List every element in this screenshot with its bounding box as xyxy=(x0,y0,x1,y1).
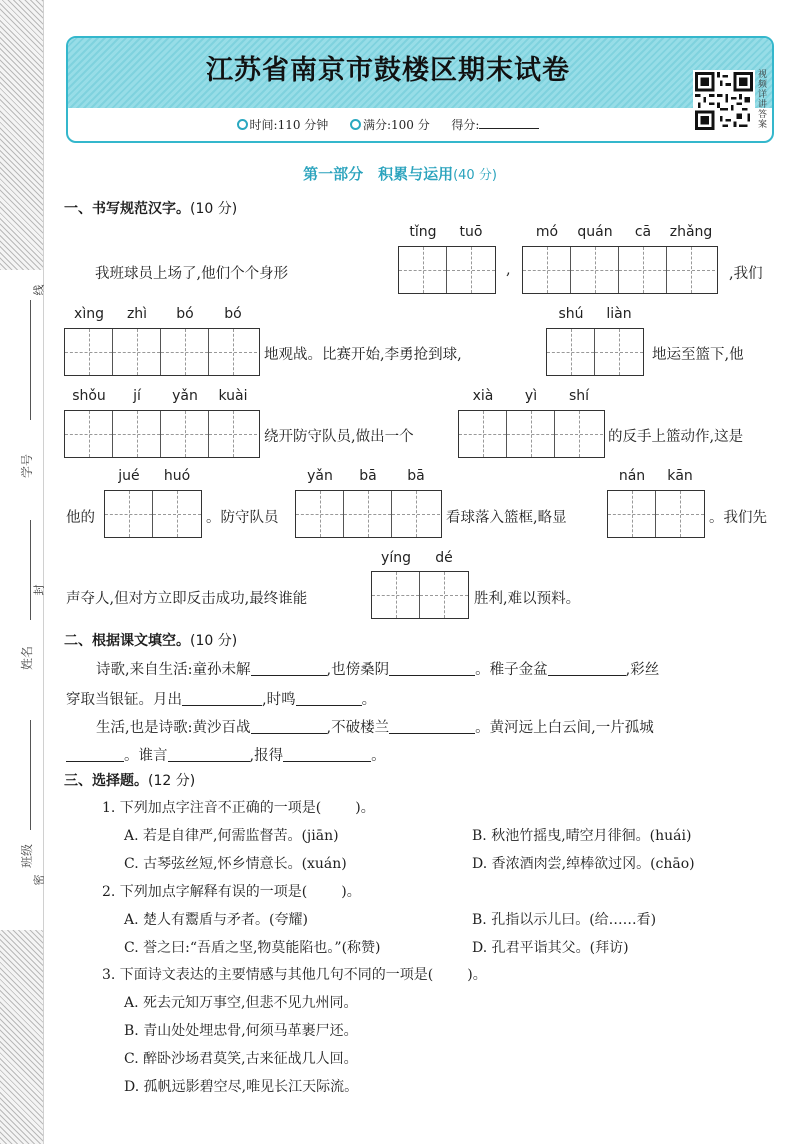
q2-text: 。谁言 xyxy=(124,748,168,764)
full-score: 满分:100 分 xyxy=(362,118,430,132)
pinyin: tǐng xyxy=(409,224,437,240)
cut-mark-seal: 封 xyxy=(32,584,46,596)
mc-stem-end: )。 xyxy=(355,800,375,816)
pinyin: yíng xyxy=(381,550,411,566)
pinyin: bā xyxy=(359,468,377,484)
pinyin: zhì xyxy=(126,306,148,322)
q1-text: , xyxy=(506,262,511,278)
pinyin: jí xyxy=(133,388,141,404)
q1-text: ,我们 xyxy=(729,266,763,282)
writing-grid-juehuo[interactable] xyxy=(104,490,202,538)
q1-text: 他的 xyxy=(66,510,95,526)
writing-grid-tingtuo[interactable] xyxy=(398,246,496,294)
pinyin: jué xyxy=(118,468,140,484)
pinyin: shí xyxy=(568,388,590,404)
score-blank[interactable] xyxy=(479,119,539,129)
pinyin: shǒu xyxy=(72,388,106,404)
exam-info xyxy=(68,116,708,133)
pinyin: yì xyxy=(524,388,538,404)
qr-caption: 视频详讲答案 xyxy=(758,70,768,130)
mc-option[interactable]: C. 古琴弦丝短,怀乡情意长。(xuán) xyxy=(124,856,347,872)
pinyin: quán xyxy=(577,224,613,240)
q2-text: 诗歌,来自生活:童孙未解 xyxy=(96,662,251,678)
mc-option[interactable]: B. 青山处处埋忠骨,何须马革裹尸还。 xyxy=(124,1023,358,1039)
pinyin: yǎn xyxy=(307,468,333,484)
fill-blank[interactable] xyxy=(548,662,626,676)
writing-grid-xiayi[interactable] xyxy=(458,410,605,458)
q1-text: 的反手上篮动作,这是 xyxy=(608,429,744,445)
mc-option[interactable]: D. 香浓酒肉尝,绰棒欲过冈。(chāo) xyxy=(472,856,695,872)
pinyin: kān xyxy=(667,468,693,484)
pinyin: huó xyxy=(163,468,191,484)
writing-grid-moquan[interactable] xyxy=(522,246,718,294)
q1-text: 胜利,难以预料。 xyxy=(474,591,581,607)
fill-blank[interactable] xyxy=(251,662,327,676)
exam-time: 时间:110 分钟 xyxy=(249,118,329,132)
pinyin: shú xyxy=(558,306,584,322)
q2-text: ,时鸣 xyxy=(262,692,296,708)
writing-grid-yingde[interactable] xyxy=(371,571,469,619)
pinyin: bó xyxy=(224,306,242,322)
question-2-heading-text: 二、根据课文填空。 xyxy=(64,633,190,649)
binding-margin-top xyxy=(0,0,44,270)
name-label: 姓名 xyxy=(20,645,34,670)
question-1-heading-text: 一、书写规范汉字。 xyxy=(64,201,190,217)
fill-blank[interactable] xyxy=(389,720,475,734)
fill-blank[interactable] xyxy=(296,692,362,706)
writing-grid-xingzhi[interactable] xyxy=(64,328,260,376)
mc-stem: 3. 下面诗文表达的主要情感与其他几句不同的一项是( xyxy=(102,967,434,983)
q2-text: 穿取当银钲。月出 xyxy=(66,692,182,708)
q2-line-2 xyxy=(66,688,376,709)
mc-stem: 2. 下列加点字解释有误的一项是( xyxy=(102,884,308,900)
clock-icon xyxy=(237,119,248,130)
mc-stem-end: )。 xyxy=(341,884,361,900)
pinyin: bā xyxy=(407,468,425,484)
header-banner xyxy=(66,36,774,143)
cut-mark-secret: 密 xyxy=(32,874,46,886)
pinyin: xià xyxy=(472,388,494,404)
pinyin: tuō xyxy=(459,224,483,240)
pinyin: nán xyxy=(618,468,646,484)
writing-grid-shulian[interactable] xyxy=(546,328,644,376)
pinyin: dé xyxy=(435,550,453,566)
mc-option[interactable]: D. 孔君平诣其父。(拜访) xyxy=(472,940,629,956)
qr-code-icon[interactable] xyxy=(693,70,755,132)
pinyin: yǎn xyxy=(172,388,198,404)
cut-mark-line: 线 xyxy=(32,284,46,296)
question-2-heading xyxy=(64,630,237,650)
q2-line-1 xyxy=(96,658,659,679)
mc-option[interactable]: C. 誉之曰:“吾盾之坚,物莫能陷也。”(称赞) xyxy=(124,940,381,956)
fill-blank[interactable] xyxy=(168,748,250,762)
question-2-points: (10 分) xyxy=(190,633,238,649)
margin-line-1 xyxy=(30,300,31,420)
mc-option[interactable]: B. 秋池竹摇曳,晴空月徘徊。(huái) xyxy=(472,828,692,844)
fill-blank[interactable] xyxy=(251,720,327,734)
writing-grid-shouji[interactable] xyxy=(64,410,260,458)
pinyin: bó xyxy=(176,306,194,322)
q1-text: 声夺人,但对方立即反击成功,最终谁能 xyxy=(66,591,308,607)
part-one-title-text: 第一部分 积累与运用 xyxy=(303,165,454,183)
fill-blank[interactable] xyxy=(66,748,124,762)
q1-text: 看球落入篮框,略显 xyxy=(446,510,567,526)
question-3-heading xyxy=(64,770,195,790)
q2-text: 。黄河远上白云间,一片孤城 xyxy=(475,720,654,736)
binding-margin-bottom xyxy=(0,930,44,1144)
margin-line-2 xyxy=(30,520,31,620)
question-3-points: (12 分) xyxy=(148,773,196,789)
part-one-points: (40 分) xyxy=(453,168,497,183)
pinyin: mó xyxy=(535,224,559,240)
q1-text: 。防守队员 xyxy=(206,510,279,526)
question-3-heading-text: 三、选择题。 xyxy=(64,773,148,789)
q2-text: 生活,也是诗歌:黄沙百战 xyxy=(96,720,251,736)
pinyin: zhǎng xyxy=(669,224,713,240)
mc-question-1 xyxy=(102,797,375,817)
mc-option[interactable]: A. 楚人有鬻盾与矛者。(夸耀) xyxy=(124,912,308,928)
fill-blank[interactable] xyxy=(182,692,262,706)
margin-line-3 xyxy=(30,720,31,830)
q1-text: 地运至篮下,他 xyxy=(652,347,744,363)
pinyin: kuài xyxy=(218,388,248,404)
mc-question-3 xyxy=(102,964,487,984)
writing-grid-nankan[interactable] xyxy=(607,490,705,538)
mc-question-2 xyxy=(102,881,361,901)
q2-text: 。 xyxy=(361,692,377,708)
writing-grid-yanba[interactable] xyxy=(295,490,442,538)
q2-text: ,不破楼兰 xyxy=(326,720,390,736)
q2-text: ,报得 xyxy=(249,748,284,764)
q2-line-4 xyxy=(66,744,386,765)
mc-option[interactable]: B. 孔指以示儿曰。(给……看) xyxy=(472,912,657,928)
fill-blank[interactable] xyxy=(389,662,475,676)
q1-text: 我班球员上场了,他们个个身形 xyxy=(95,266,289,282)
student-number-label: 学号 xyxy=(20,453,34,478)
mc-stem: 1. 下列加点字注音不正确的一项是( xyxy=(102,800,322,816)
q2-text: ,也傍桑阴 xyxy=(326,662,390,678)
mc-option[interactable]: A. 死去元知万事空,但悲不见九州同。 xyxy=(124,995,358,1011)
q2-text: 。稚子金盆 xyxy=(475,662,548,678)
q1-text: 。我们先 xyxy=(709,510,767,526)
fill-blank[interactable] xyxy=(283,748,371,762)
mc-option[interactable]: C. 醉卧沙场君莫笑,古来征战几人回。 xyxy=(124,1051,358,1067)
pinyin: liàn xyxy=(606,306,632,322)
pinyin: xìng xyxy=(74,306,104,322)
q2-text: ,彩丝 xyxy=(625,662,660,678)
page-title: 江苏省南京市鼓楼区期末试卷 xyxy=(206,55,570,86)
check-icon xyxy=(350,119,361,130)
q2-text: 。 xyxy=(371,748,386,764)
mc-option[interactable]: D. 孤帆远影碧空尽,唯见长江天际流。 xyxy=(124,1079,359,1095)
mc-option[interactable]: A. 若是自律严,何需监督苦。(jiān) xyxy=(124,828,339,844)
q1-text: 绕开防守队员,做出一个 xyxy=(264,429,414,445)
q2-line-3 xyxy=(96,716,654,737)
score-label: 得分: xyxy=(451,118,480,132)
mc-stem-end: )。 xyxy=(467,967,487,983)
question-1-heading xyxy=(64,198,237,218)
q1-text: 地观战。比赛开始,李勇抢到球, xyxy=(264,347,462,363)
part-one-title xyxy=(0,163,800,184)
pinyin: cā xyxy=(634,224,652,240)
question-1-points: (10 分) xyxy=(190,201,238,217)
class-label: 班级 xyxy=(20,843,34,868)
